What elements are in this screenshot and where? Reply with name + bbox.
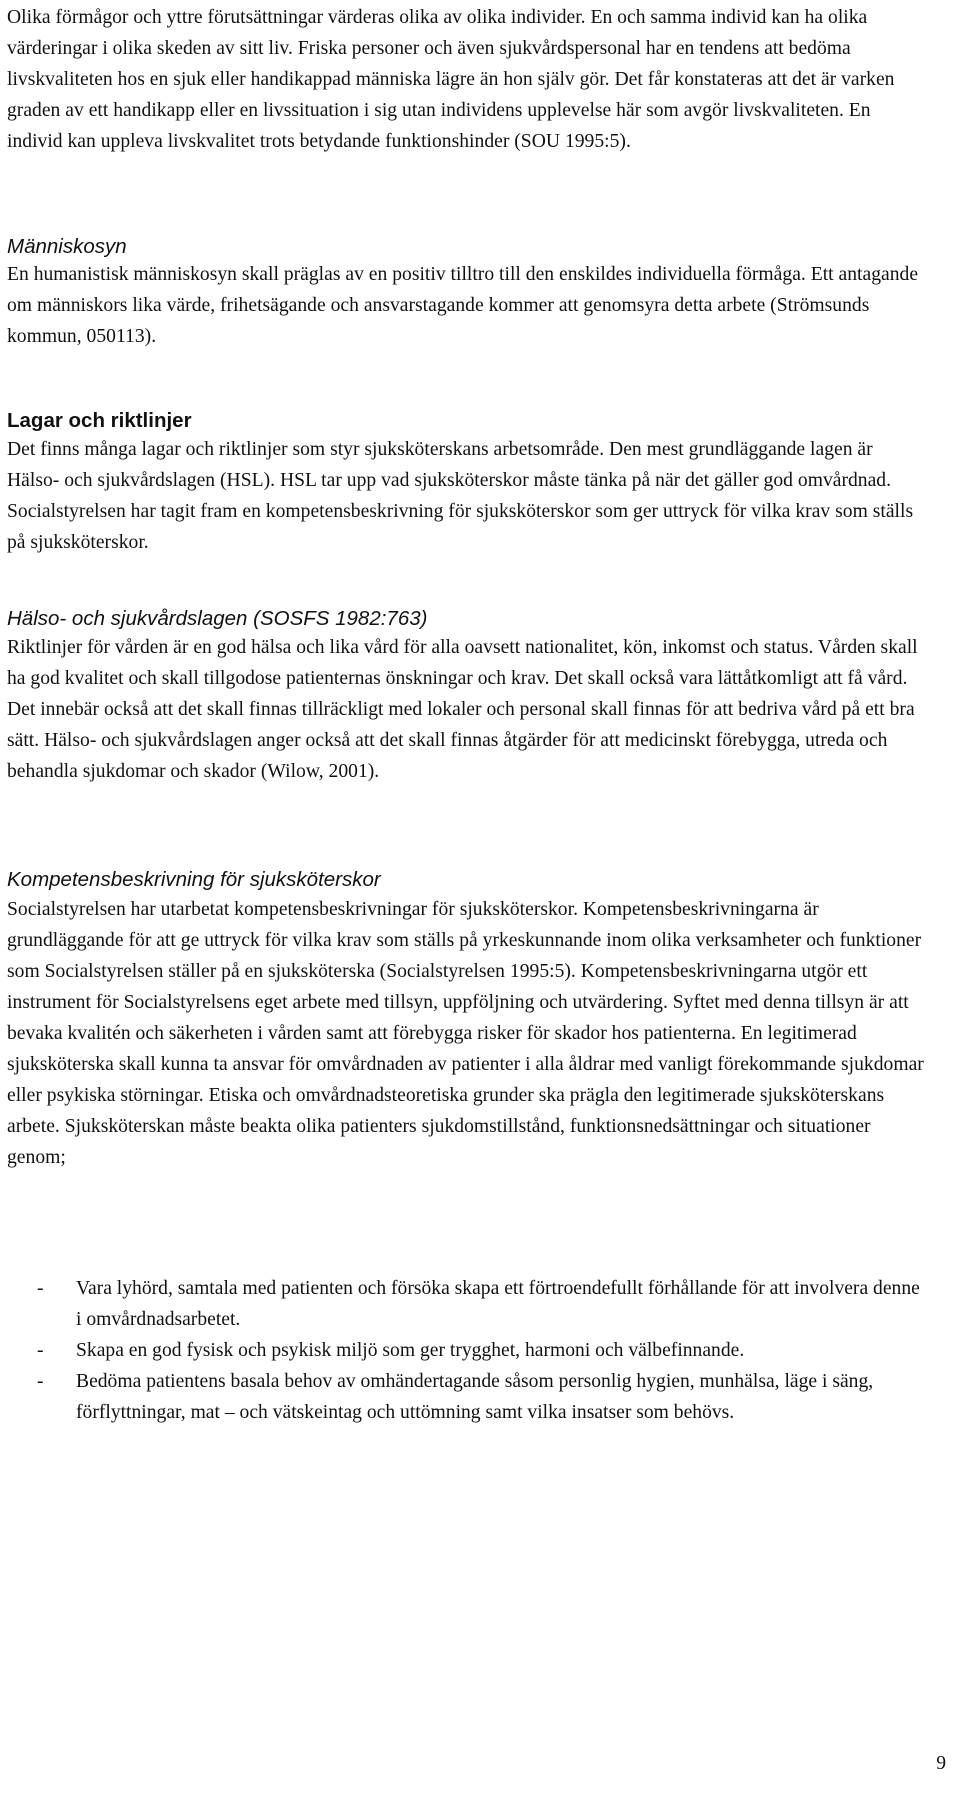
list-marker: - [37,1340,44,1361]
list-item-text: Skapa en god fysisk och psykisk miljö som ger trygghet, harmoni och välbefinnande. [76,1340,745,1361]
heading-lagar-och-riktlinjer: Lagar och riktlinjer [7,409,192,432]
heading-halso-och-sjukvardslagen: Hälso- och sjukvårdslagen (SOSFS 1982:763) [7,607,428,630]
lagar-paragraph: Det finns många lagar och riktlinjer som styr sjuksköterskans arbetsområde. Den mest grundläggande lagen är Hälso- och sjukvårdslagen (HSL). HSL tar upp vad sjuksköterskor måste tänka på när det gäller god omvårdnad. Socialstyrelsen har tagit fram en kompetensbeskrivning för sjuksköterskor som ger uttryck för vilka krav som ställs på sjuksköterskor. [7,439,914,553]
intro-paragraph: Olika förmågor och yttre förutsättningar värderas olika av olika individer. En och samma individ kan ha olika värderingar i olika skeden av sitt liv. Friska personer och även sjukvårdspersonal har en tendens att bedöma livskvaliteten hos en sjuk eller handikappad människa lägre än hon själv gör. Det får konstateras att det är varken graden av ett handikapp eller en livssituation i sig utan individens upplevelse här som avgör livskvaliteten. En individ kan uppleva livskvalitet trots betydande funktionshinder (SOU 1995:5). [7,7,895,152]
hsl-paragraph: Riktlinjer för vården är en god hälsa och lika vård för alla oavsett nationalitet, kön, inkomst och status. Vården skall ha god kvalitet och skall tillgodose patienternas önskningar och krav. Det skall också vara lättåtkomligt att få vård. Det innebär också att det skall finnas tillräckligt med lokaler och personal skall finnas för att bedriva vård på ett bra sätt. Hälso- och sjukvårdslagen anger också att det skall finnas åtgärder för att medicinskt förebygga, utreda och behandla sjukdomar och skador (Wilow, 2001). [7,637,918,782]
kompetens-paragraph: Socialstyrelsen har utarbetat kompetensbeskrivningar för sjuksköterskor. Kompetensbeskrivningarna är grundläggande för att ge uttryck för vilka krav som ställs på yrkeskunnande inom olika verksamheter och funktioner som Socialstyrelsen ställer på en sjuksköterska (Socialstyrelsen 1995:5). Kompetensbeskrivningarna utgör ett instrument för Socialstyrelsens eget arbete med tillsyn, uppföljning och utvärdering. Syftet med denna tillsyn är att bevaka kvalitén och säkerheten i vården samt att förebygga risker för skador hos patienterna. En legitimerad sjuksköterska skall kunna ta ansvar för omvårdnaden av patienter i alla åldrar med vanligt förekommande sjukdomar eller psykiska störningar. Etiska och omvårdnadsteoretiska grunder ska prägla den legitimerade sjuksköterskans arbete. Sjuksköterskan måste beakta olika patienters sjukdomstillstånd, funktionsnedsättningar och situationer genom; [7,899,924,1168]
page-number: 9 [936,1753,946,1774]
list-item [7,1335,927,1366]
manniskosyn-paragraph: En humanistisk människosyn skall präglas av en positiv tilltro till den enskildes individuella förmåga. Ett antagande om människors lika värde, frihetsägande och ansvarstagande kommer att genomsyra detta arbete (Strömsunds kommun, 050113). [7,264,919,347]
list-item-text: Vara lyhörd, samtala med patienten och försöka skapa ett förtroendefullt förhållande för att involvera denne i omvårdnadsarbetet. [76,1278,920,1330]
list-item-text: Bedöma patientens basala behov av omhändertagande såsom personlig hygien, munhälsa, läge i säng, förflyttningar, mat – och vätskeintag och uttömning samt vilka insatser som behövs. [76,1371,874,1423]
document-page [7,0,955,1795]
heading-manniskosyn: Människosyn [7,235,127,258]
list-marker: - [37,1371,44,1392]
bullet-list [7,1273,927,1428]
list-item [7,1366,927,1428]
list-marker: - [37,1278,44,1299]
heading-kompetensbeskrivning: Kompetensbeskrivning för sjuksköterskor [7,868,381,891]
list-item [7,1273,927,1335]
